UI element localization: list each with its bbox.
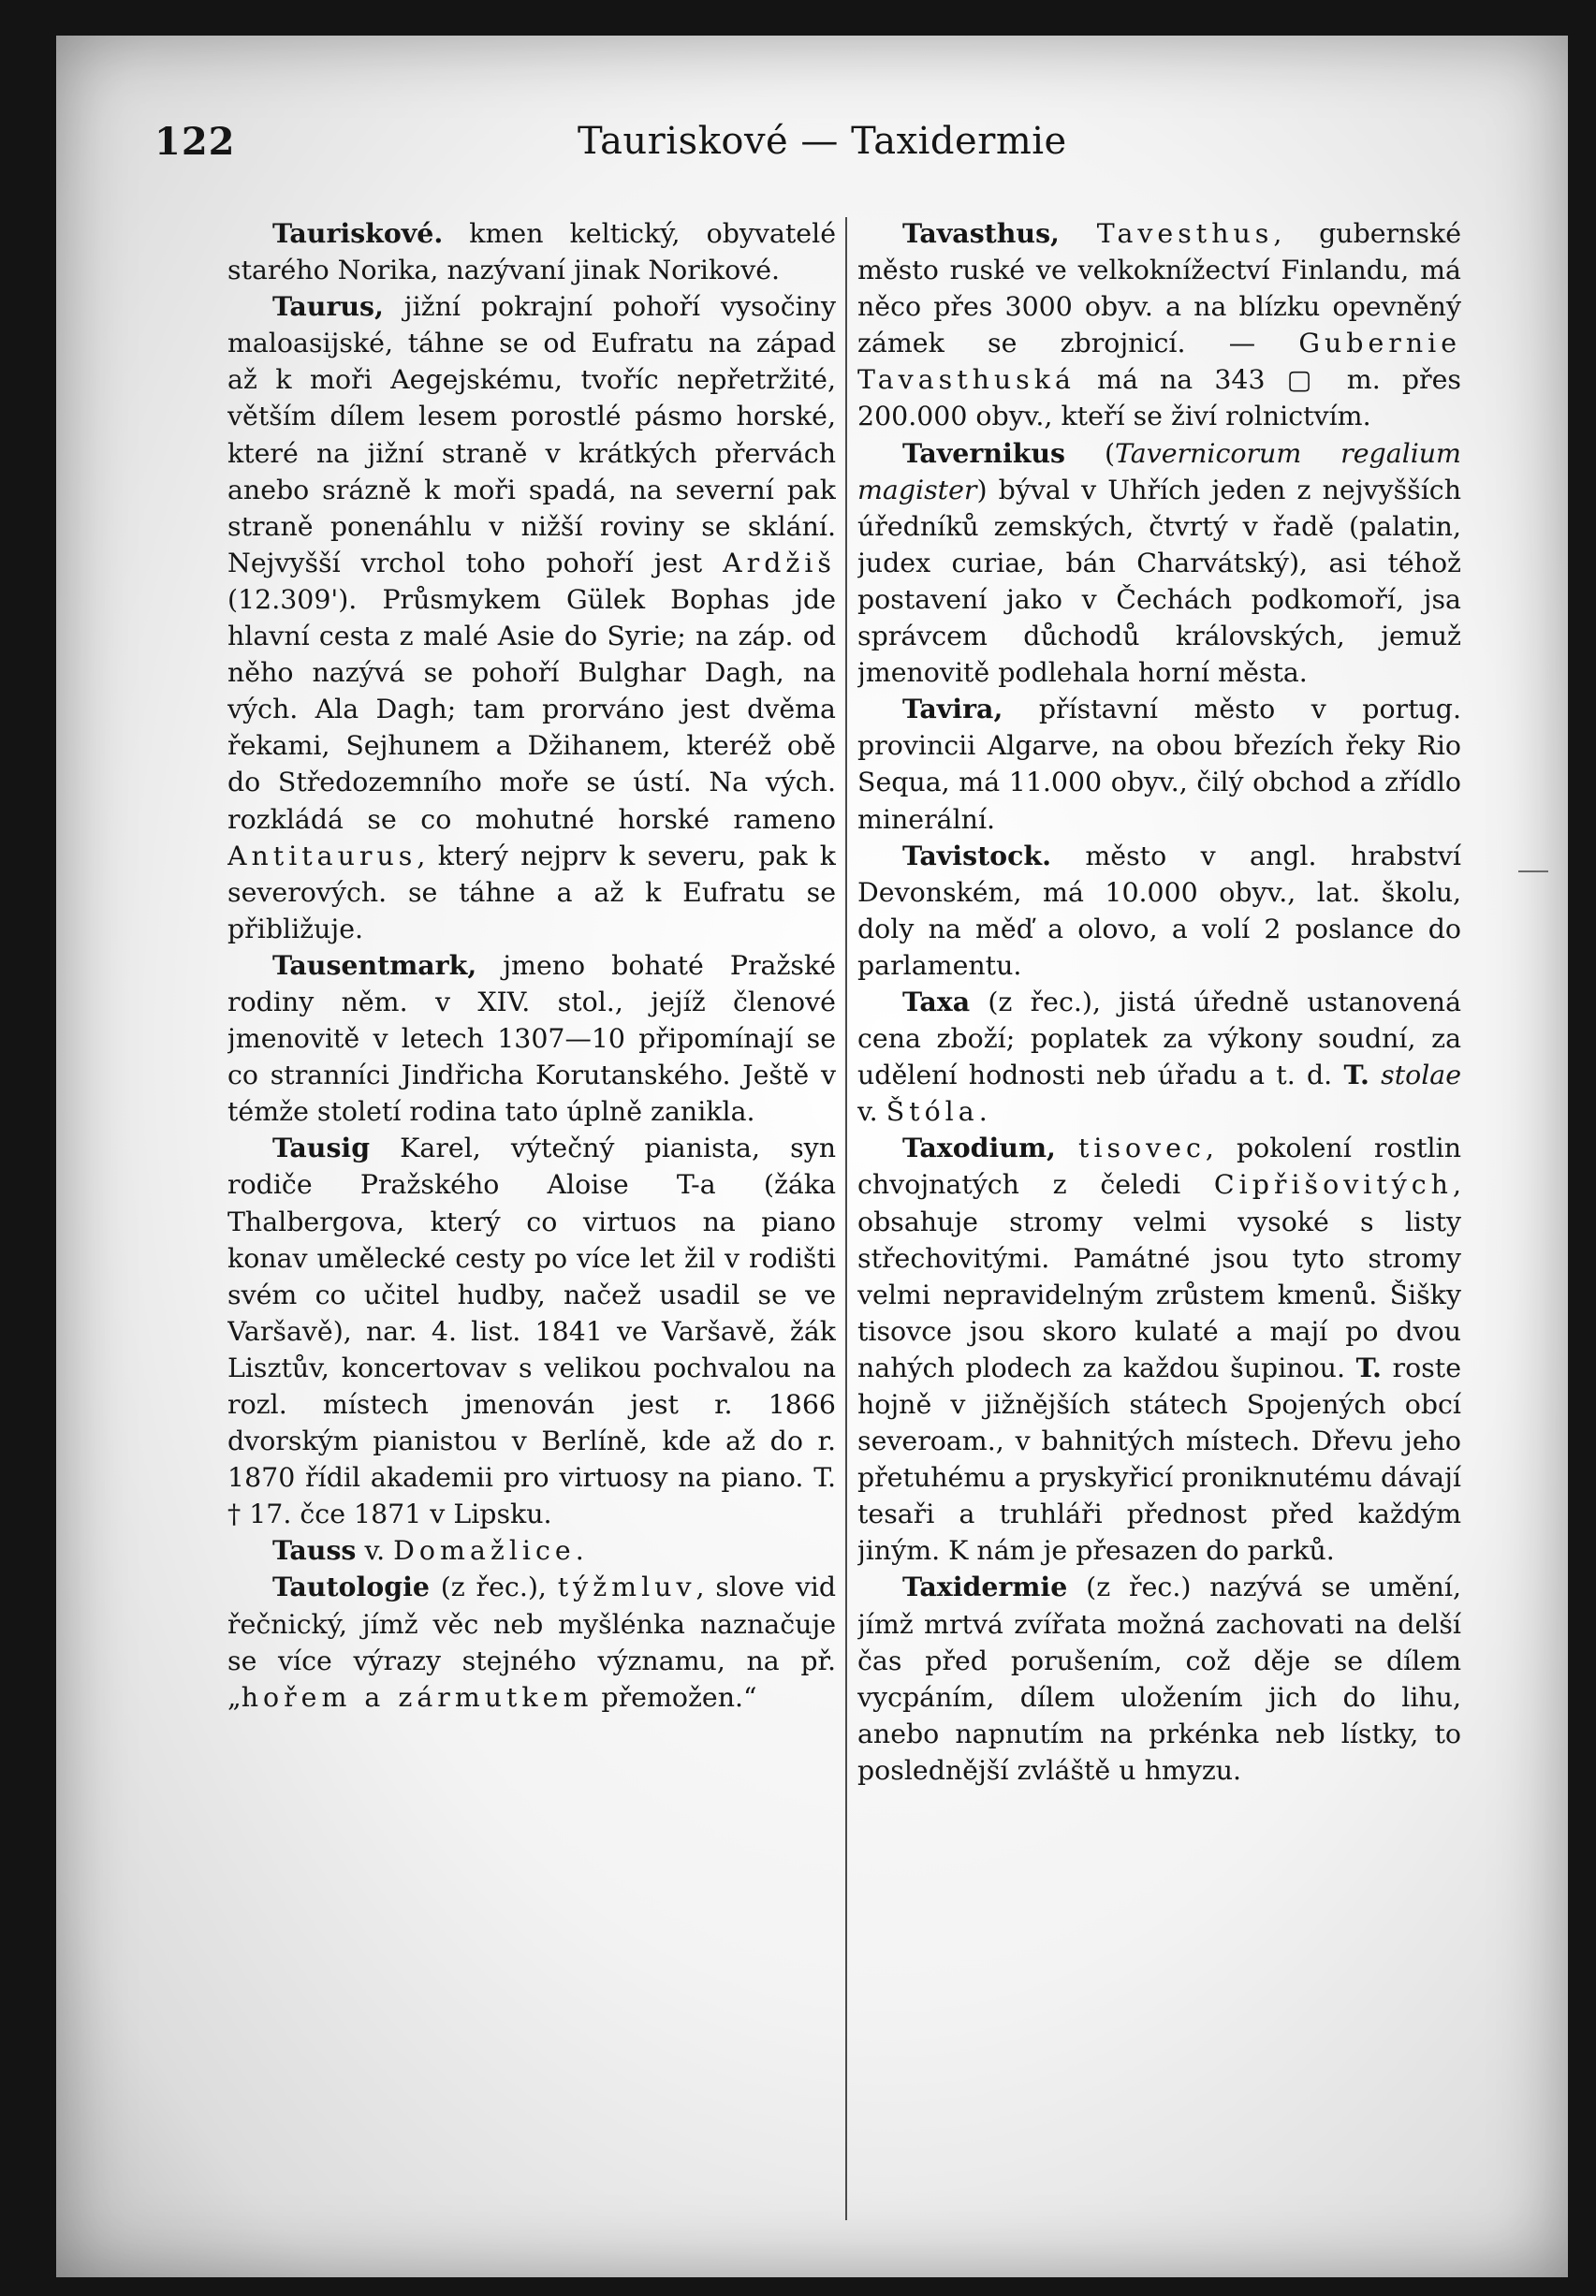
left-column xyxy=(227,215,836,2228)
spaced-term: Domažlice xyxy=(393,1535,576,1567)
entry xyxy=(227,1130,836,1532)
entry-text: jižní pokrajní pohoří vysočiny maloasijské, táhne se od Eufratu na západ až k moři Aegejskému, tvoříc nepřetržité, větším dílem lesem porostlé pásmo horské, které na jižní straně v krátkých přervách anebo srázně k moři spadá, na severní pak straně ponenáhlu v nižší roviny se sklání. Nejvyšší vrchol toho pohoří jest xyxy=(227,291,836,578)
entry-text: (z řec.) nazývá se umění, jímž mrtvá zvířata možná zachovati na delší čas před porušením, což děje se dílem vycpáním, dílem uložením jich do lihu, anebo napnutím na prkénka neb lístky, to poslednější zvláště u hmyzu. xyxy=(857,1572,1461,1786)
entry-headword: Taxa xyxy=(902,985,971,1017)
entry-text: má na 343 ▢ m. přes 200.000 obyv., kteří se živí rolnictvím. xyxy=(857,364,1461,432)
page-title: Tauriskové — Taxidermie xyxy=(578,120,1067,163)
column-divider xyxy=(845,217,847,2220)
page-number: 122 xyxy=(154,120,236,164)
entry-text: přístavní město v portug. provincii Algarve, na obou březích řeky Rio Sequa, má 11.000 obyv., čilý obchod a zřídlo minerální. xyxy=(857,694,1461,835)
entry xyxy=(227,288,836,947)
latin-term: stolae xyxy=(1369,1060,1461,1091)
latin-term: Tavernicorum regalium magister xyxy=(857,437,1461,505)
spaced-term: hořem a zármutkem xyxy=(241,1681,593,1713)
entry xyxy=(857,838,1461,984)
entry xyxy=(857,984,1461,1130)
spaced-term: Gubernie Tavasthuská xyxy=(857,328,1461,396)
entry-text: . xyxy=(978,1096,988,1128)
right-column xyxy=(857,215,1461,2228)
entry-text: , obsahuje stromy velmi vysoké s listy střechovitými. Památné jsou tyto stromy velmi nepravidelným zrůstem kmenů. Šišky tisovce jsou skoro kulaté a mají po dvou nahých plodech za každou šupinou. xyxy=(857,1169,1461,1383)
entry-text: roste hojně v jižnějších státech Spojených obcí severoam., v bahnitých místech. Dřevu jeho přetuhému a pryskyřicí proniknutému dávají tesaři a truhláři přednost před každým jiným. K nám je přesazen do parků. xyxy=(857,1352,1461,1567)
entry xyxy=(227,1569,836,1715)
entry-headword: Tauriskové. xyxy=(272,217,444,249)
entry-text: , gubernské město ruské ve velkoknížectví Finlandu, má něco přes 3000 obyv. a na blízku opevněný zámek se zbrojnicí. — xyxy=(857,218,1461,359)
entry-headword: Taxodium, xyxy=(902,1132,1056,1164)
spaced-term: Cipřišovitých xyxy=(1213,1169,1453,1201)
abbreviation: T. xyxy=(1343,1059,1369,1091)
spaced-term: Ardžiš xyxy=(723,547,836,578)
entry xyxy=(227,1532,836,1569)
entry xyxy=(857,1130,1461,1569)
entry-headword: Tavernikus xyxy=(902,436,1066,469)
entry xyxy=(227,215,836,288)
entry-headword: Taxidermie xyxy=(902,1571,1068,1603)
entry xyxy=(857,691,1461,837)
entry-headword: Tavasthus, xyxy=(902,217,1060,249)
entry-text: kmen keltický, obyvatelé starého Norika, nazývaní jinak Norikové. xyxy=(227,218,836,286)
entry-headword: Tautologie xyxy=(272,1571,430,1603)
spaced-term: Antitaurus xyxy=(227,840,417,871)
entry xyxy=(857,1569,1461,1789)
entry-text: , pokolení rostlin chvojnatých z čeledi xyxy=(857,1133,1461,1201)
spaced-term: tisovec xyxy=(1077,1133,1206,1164)
entry-text: ) býval v Uhřích jeden z nejvyšších úředníků zemských, čtvrtý v řadě (palatin, judex curiae, bán Charvátský), asi téhož postavení jako v Čechách podkomoří, jsa správcem důchodů královských, jemuž jmenovitě podlehala horní města. xyxy=(857,474,1461,689)
entry-headword: Tausig xyxy=(272,1132,371,1164)
entry-text: v. xyxy=(857,1096,886,1128)
entry-text: (12.309'). Průsmykem Gülek Bophas jde hlavní cesta z malé Asie do Syrie; na záp. od něho nazývá se pohoří Bulghar Dagh, na vých. Ala Dagh; tam prorváno jest dvěma řekami, Sejhunem a Džihanem, kteréž obě do Středozemního moře se ústí. Na vých. rozkládá se co mohutné horské rameno xyxy=(227,583,836,835)
entry xyxy=(227,947,836,1130)
margin-mark xyxy=(1518,870,1548,872)
entry-headword: Tauss xyxy=(272,1534,357,1567)
entry-text: přemožen.“ xyxy=(593,1681,757,1713)
entry-text: Karel, výtečný pianista, syn rodiče Pražského Aloise T-a (žáka Thalbergova, který co virtuos na piano konav umělecké cesty po více let žil v rodišti svém co učitel hudby, načež usadil se ve Varšavě), nar. 4. list. 1841 ve Varšavě, žák Lisztův, koncertovav s velikou pochvalou na rozl. místech jmenován jest r. 1866 dvorským pianistou v Berlíně, kde až do r. 1870 řídil akademii pro virtuosy na piano. T. † 17. čce 1871 v Lipsku. xyxy=(227,1133,836,1530)
entry xyxy=(857,215,1461,435)
entry-headword: Tausentmark, xyxy=(272,948,477,981)
abbreviation: T. xyxy=(1355,1351,1382,1383)
spaced-term: týžmluv xyxy=(557,1572,696,1603)
entry-headword: Tavira, xyxy=(902,693,1003,725)
spaced-term: Tavesthus xyxy=(1096,218,1274,249)
entry-text: v. xyxy=(356,1535,394,1567)
entry-text: , slove vid řečnický, jímž věc neb myšlénka naznačuje se více výrazy stejného významu, na př. „ xyxy=(227,1572,836,1713)
entry xyxy=(857,435,1461,692)
entry-text: jmeno bohaté Pražské rodiny něm. v XIV. stol., jejíž členové jmenovitě v letech 1307—10 připomínají se co stranníci Jindřicha Korutanského. Ještě v témže století rodina tato úplně zanikla. xyxy=(227,949,836,1128)
entry-headword: Tavistock. xyxy=(902,839,1051,871)
spaced-term: Štóla xyxy=(886,1096,979,1128)
entry-text: město v angl. hrabství Devonském, má 10.000 obyv., lat. školu, doly na měď a olovo, a volí 2 poslance do parlamentu. xyxy=(857,840,1461,981)
running-head xyxy=(154,120,1105,176)
entry-text: , který nejprv k severu, pak k severových. se táhne a až k Eufratu se přibližuje. xyxy=(227,840,836,944)
entry-text: . xyxy=(575,1535,584,1567)
entry-text: (z řec.), jistá úředně ustanovená cena zboží; poplatek za výkony soudní, za udělení hodnosti neb úřadu a t. d. xyxy=(857,986,1461,1091)
entry-headword: Taurus, xyxy=(272,290,384,323)
entry-text: ( xyxy=(1065,437,1116,469)
entry-text: (z řec.), xyxy=(429,1572,558,1603)
